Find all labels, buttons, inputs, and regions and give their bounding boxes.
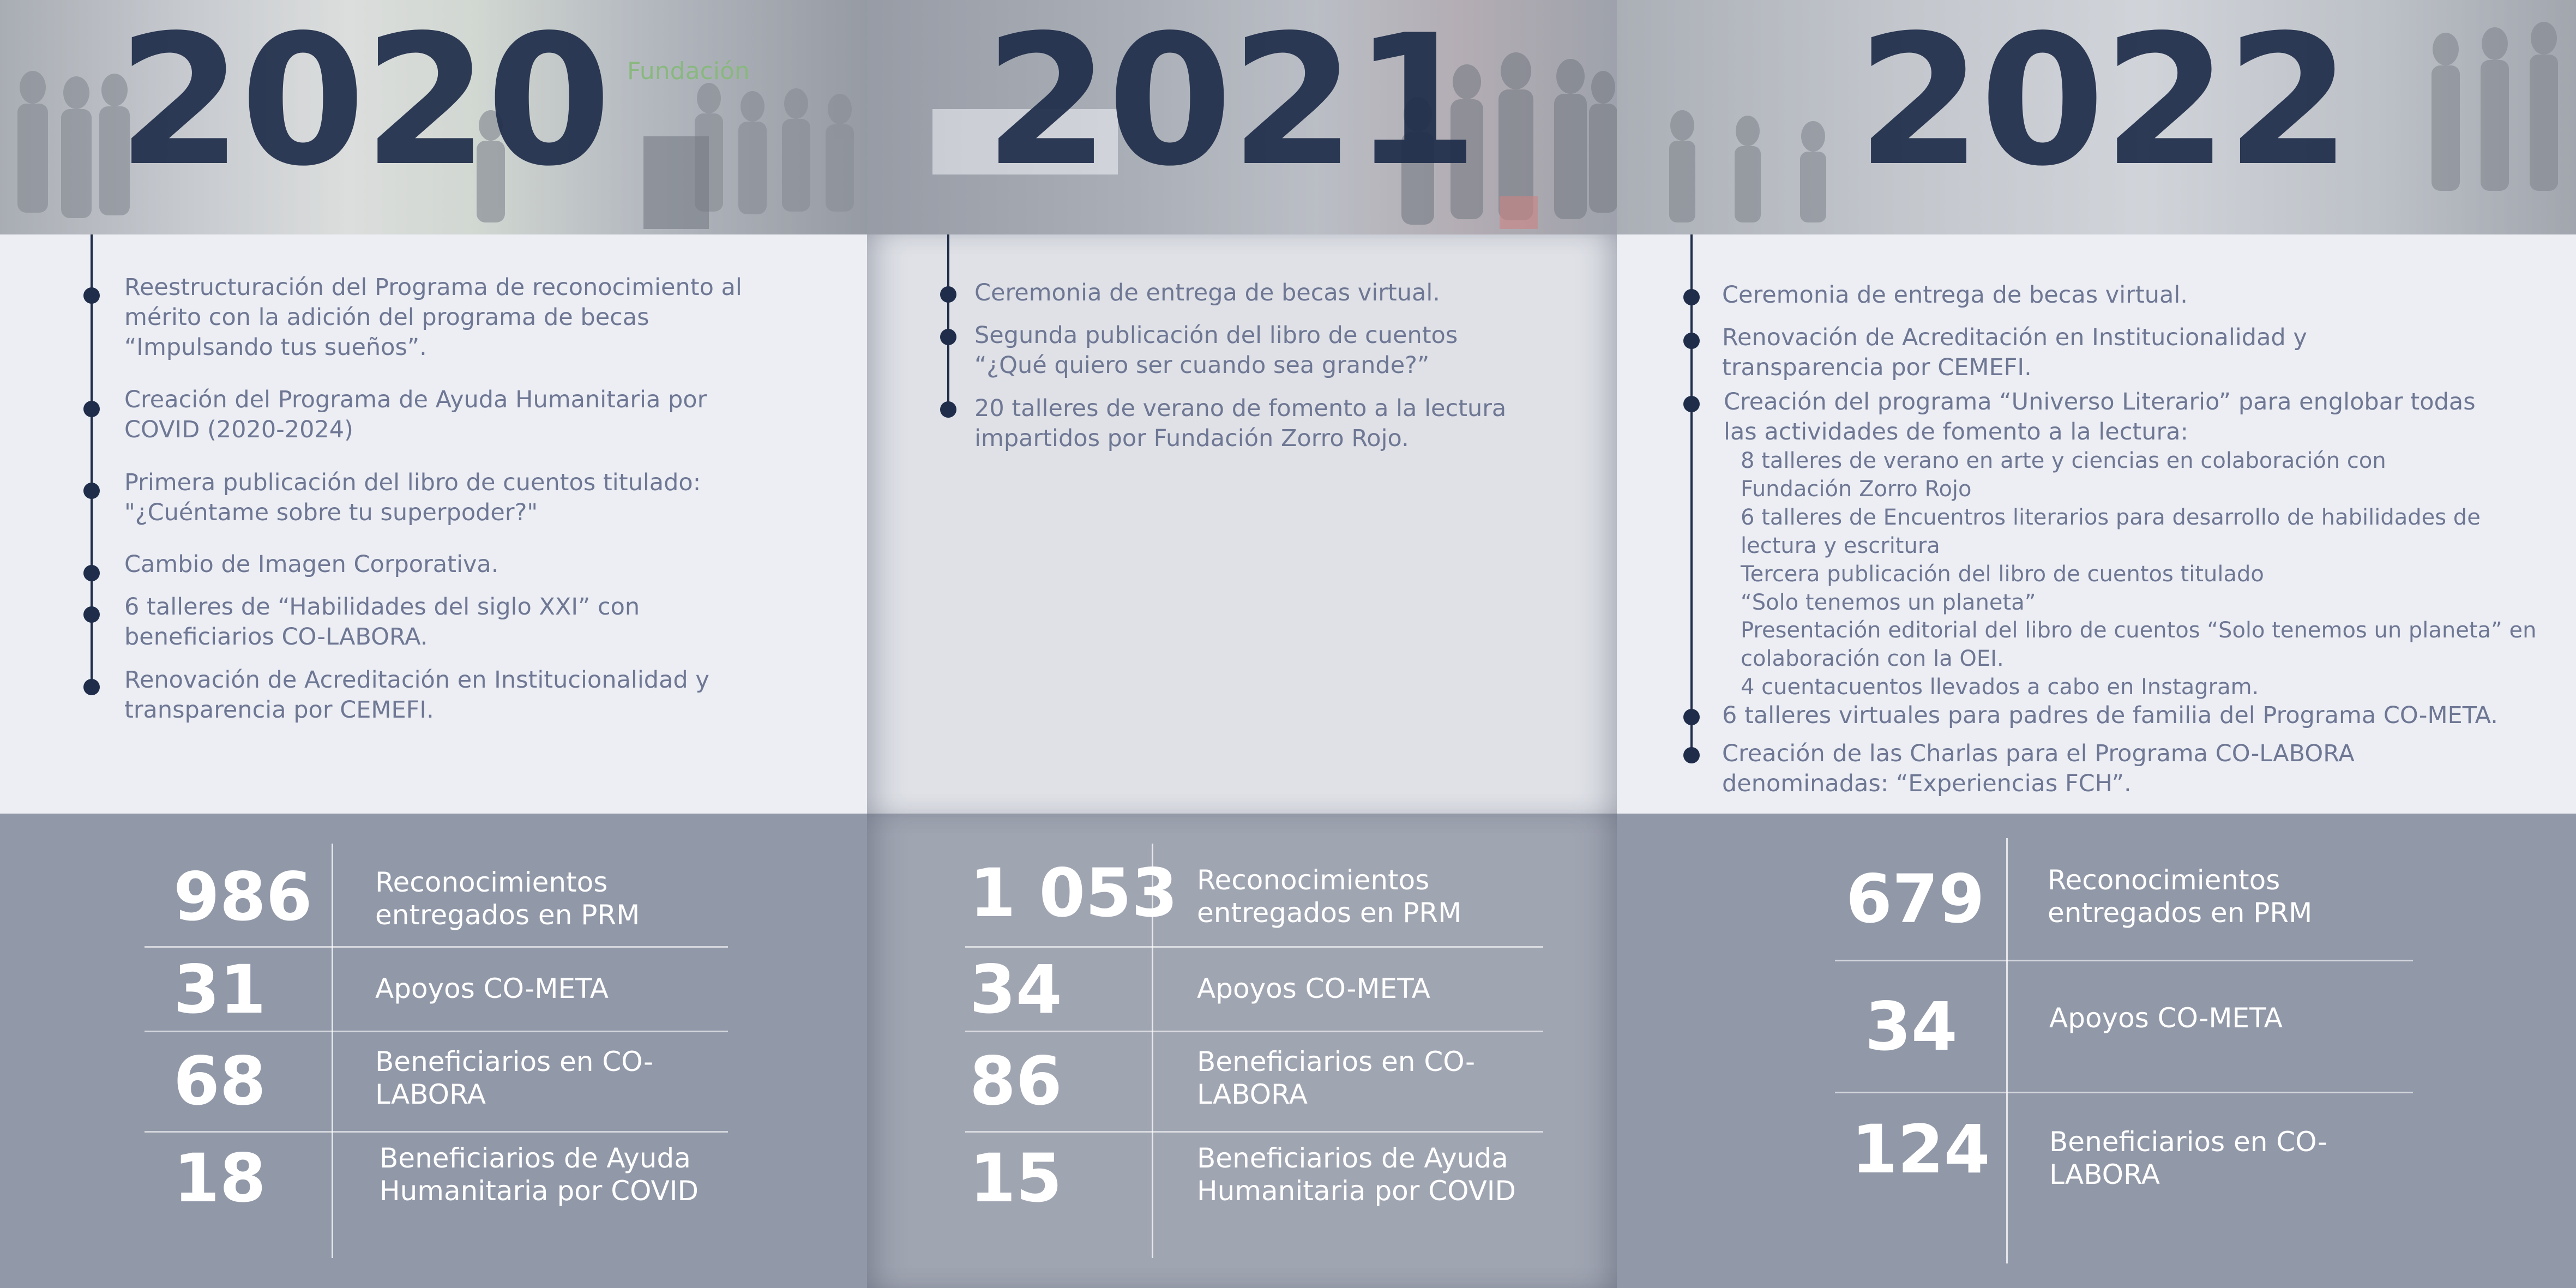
timeline-dot <box>83 565 100 581</box>
timeline-event: Primera publicación del libro de cuentos titulado: "¿Cuéntame sobre tu superpoder?" <box>124 469 701 526</box>
timeline-line <box>947 234 949 414</box>
timeline-event: 20 talleres de verano de fomento a la lectura impartidos por Fundación Zorro Rojo. <box>974 395 1507 452</box>
stat-label: Beneficiarios en CO-LABORA <box>375 1046 654 1110</box>
stat-value: 18 <box>173 1140 266 1217</box>
stat-label: Apoyos CO-META <box>2049 1002 2283 1034</box>
year-heading: 2021 <box>984 0 1477 206</box>
timeline-events-2022 <box>1617 234 2576 814</box>
timeline-dot <box>940 286 956 303</box>
photo-banner-2020 <box>0 0 867 234</box>
timeline-event: Creación de las Charlas para el Programa CO-LABORA denominadas: “Experiencias FCH”. <box>1722 740 2355 797</box>
stats-panel-2022 <box>1617 814 2576 1288</box>
stat-label: Apoyos CO-META <box>375 973 609 1004</box>
banner-signage-text: Fundación <box>627 57 750 85</box>
timeline-event: Creación del Programa de Ayuda Humanitaria por COVID (2020-2024) <box>124 386 707 443</box>
timeline-line <box>1690 234 1693 758</box>
stat-label: Reconocimientos entregados en PRM <box>375 866 640 931</box>
stat-label: Reconocimientos entregados en PRM <box>2048 864 2313 929</box>
stat-label: Apoyos CO-META <box>1197 973 1430 1004</box>
timeline-sub-event: 8 talleres de verano en arte y ciencias en colaboración con Fundación Zorro Rojo <box>1741 448 2386 502</box>
stat-value: 31 <box>173 951 266 1028</box>
timeline-event: Renovación de Acreditación en Institucionalidad y transparencia por CEMEFI. <box>1722 324 2307 381</box>
stat-label: Beneficiarios de Ayuda Humanitaria por COVID <box>1197 1142 1516 1207</box>
divider <box>965 1131 1543 1133</box>
timeline-dot <box>1683 396 1700 412</box>
year-column-2021 <box>867 0 1617 1288</box>
divider <box>965 1031 1543 1032</box>
stat-value: 86 <box>970 1043 1062 1120</box>
year-column-2020 <box>0 0 867 1288</box>
timeline-event: Ceremonia de entrega de becas virtual. <box>974 279 1440 306</box>
stat-value: 679 <box>1846 860 1985 938</box>
photo-banner-2021 <box>867 0 1617 234</box>
timeline-sub-event: Tercera publicación del libro de cuentos titulado “Solo tenemos un planeta” <box>1741 562 2264 615</box>
stat-value: 68 <box>173 1043 266 1120</box>
timeline-sub-event: 6 talleres de Encuentros literarios para desarrollo de habilidades de lectura y escritura <box>1741 505 2481 558</box>
stat-value: 34 <box>1865 988 1958 1066</box>
divider <box>145 1031 728 1032</box>
timeline-event: 6 talleres de “Habilidades del siglo XXI” con beneficiarios CO-LABORA. <box>124 593 640 651</box>
divider <box>1835 1092 2413 1093</box>
stats-panel-2020 <box>0 814 867 1288</box>
stat-value: 34 <box>970 951 1062 1028</box>
timeline-event: Reestructuración del Programa de reconocimiento al mérito con la adición del programa de becas “Impulsando tus sueños”. <box>124 274 742 361</box>
timeline-sub-event: Presentación editorial del libro de cuentos “Solo tenemos un planeta” en colaboración con la OEI. <box>1741 618 2537 671</box>
divider <box>145 1131 728 1133</box>
divider <box>1835 960 2413 961</box>
timeline-events-2020 <box>0 234 867 814</box>
timeline-event: Renovación de Acreditación en Institucionalidad y transparencia por CEMEFI. <box>124 666 709 724</box>
timeline-dot <box>1683 289 1700 305</box>
timeline-dot <box>83 401 100 417</box>
timeline-events-2021 <box>867 234 1617 814</box>
divider <box>332 844 333 1258</box>
timeline-dot <box>1683 333 1700 349</box>
stat-value: 1 053 <box>970 854 1178 932</box>
timeline-event: Cambio de Imagen Corporativa. <box>124 551 499 578</box>
stat-value: 986 <box>173 858 312 936</box>
timeline-dot <box>940 401 956 418</box>
timeline-dot <box>83 287 100 304</box>
timeline-event: Ceremonia de entrega de becas virtual. <box>1722 281 2188 309</box>
stat-label: Reconocimientos entregados en PRM <box>1197 864 1462 929</box>
timeline-event: Segunda publicación del libro de cuentos “¿Qué quiero ser cuando sea grande?” <box>974 322 1458 379</box>
stat-value: 124 <box>1851 1111 1990 1188</box>
stat-label: Beneficiarios de Ayuda Humanitaria por COVID <box>380 1142 699 1207</box>
timeline-dot <box>1683 709 1700 725</box>
stat-label: Beneficiarios en CO-LABORA <box>2049 1126 2328 1190</box>
timeline-dot <box>83 483 100 499</box>
timeline-dot <box>1683 747 1700 763</box>
year-heading: 2022 <box>1857 0 2349 206</box>
stat-label: Beneficiarios en CO-LABORA <box>1197 1046 1476 1110</box>
stat-value: 15 <box>970 1140 1062 1217</box>
timeline-event: Creación del programa “Universo Literario” para englobar todas las actividades de fomento a la lectura: <box>1724 388 2476 446</box>
divider <box>145 946 728 948</box>
timeline-dot <box>940 329 956 345</box>
stats-panel-2021 <box>867 814 1617 1288</box>
year-heading: 2020 <box>117 0 610 206</box>
photo-banner-2022 <box>1617 0 2576 234</box>
timeline-dot <box>83 679 100 695</box>
timeline-event: 6 talleres virtuales para padres de familia del Programa CO-META. <box>1722 702 2498 729</box>
divider <box>965 946 1543 948</box>
divider <box>2006 838 2008 1263</box>
timeline-dot <box>83 606 100 623</box>
timeline-sub-event: 4 cuentacuentos llevados a cabo en Instagram. <box>1741 675 2259 700</box>
year-column-2022 <box>1617 0 2576 1288</box>
